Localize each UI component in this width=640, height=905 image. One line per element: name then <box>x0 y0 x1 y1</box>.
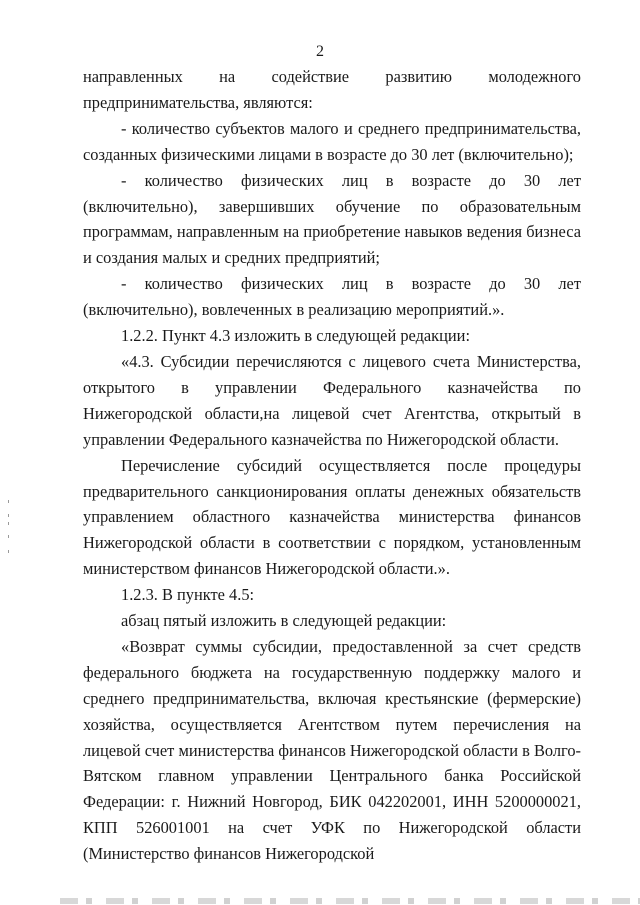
paragraph-bullet-subjects: - количество субъектов малого и среднего предпринимательства, созданных физическими лицами в возрасте до 30 лет (включительно); <box>83 118 581 164</box>
document-body <box>83 64 581 867</box>
paragraph-clause-1-2-2: 1.2.2. Пункт 4.3 изложить в следующей редакции: <box>121 326 471 346</box>
page-number: 2 <box>316 43 324 60</box>
scan-margin-marks <box>8 500 22 560</box>
paragraph-bullet-training: - количество физических лиц в возрасте до 30 лет (включительно), завершивших обучение по образовательным программам, направленным на приобретение навыков ведения бизнеса и создания малых и средних предприятий; <box>83 170 581 268</box>
paragraph-clause-1-2-3: 1.2.3. В пункте 4.5: <box>121 585 255 605</box>
paragraph-point-4-3: «4.3. Субсидии перечисляются с лицевого счета Министерства, открытого в управлении Федерального казначейства по Нижегородской области,на лицевой счет Агентства, открытый в управлении Федерального казначейства по Нижегородской области. <box>83 351 581 449</box>
scan-bottom-artifact <box>60 898 640 904</box>
paragraph-intro-end: предпринимательства, являются: <box>83 92 313 112</box>
paragraph-fifth-abzac: абзац пятый изложить в следующей редакции: <box>121 611 447 631</box>
paragraph-refund: «Возврат суммы субсидии, предоставленной за счет средств федерального бюджета на государственную поддержку малого и среднего предпринимательства, включая крестьянские (фермерские) хозяйства, осуществляется Агентством путем перечисления на лицевой счет министерства финансов Нижегородской области в Волго-Вятском главном управлении Центрального банка Российской Федерации: г. Нижний Новгород, БИК 042202001, ИНН 5200000021, КПП 526001001 на счет УФК по Нижегородской области (Министерство финансов Нижегородской <box>83 636 581 864</box>
paragraph-intro-line: направленных на содействие развитию молодежного <box>83 67 581 86</box>
paragraph-transfer: Перечисление субсидий осуществляется после процедуры предварительного санкционирования оплаты денежных обязательств управлением областного казначейства министерства финансов Нижегородской области в соответствии с порядком, установленным министерством финансов Нижегородской области.». <box>83 455 581 579</box>
paragraph-bullet-involved: - количество физических лиц в возрасте до 30 лет (включительно), вовлеченных в реализацию мероприятий.». <box>83 274 581 320</box>
